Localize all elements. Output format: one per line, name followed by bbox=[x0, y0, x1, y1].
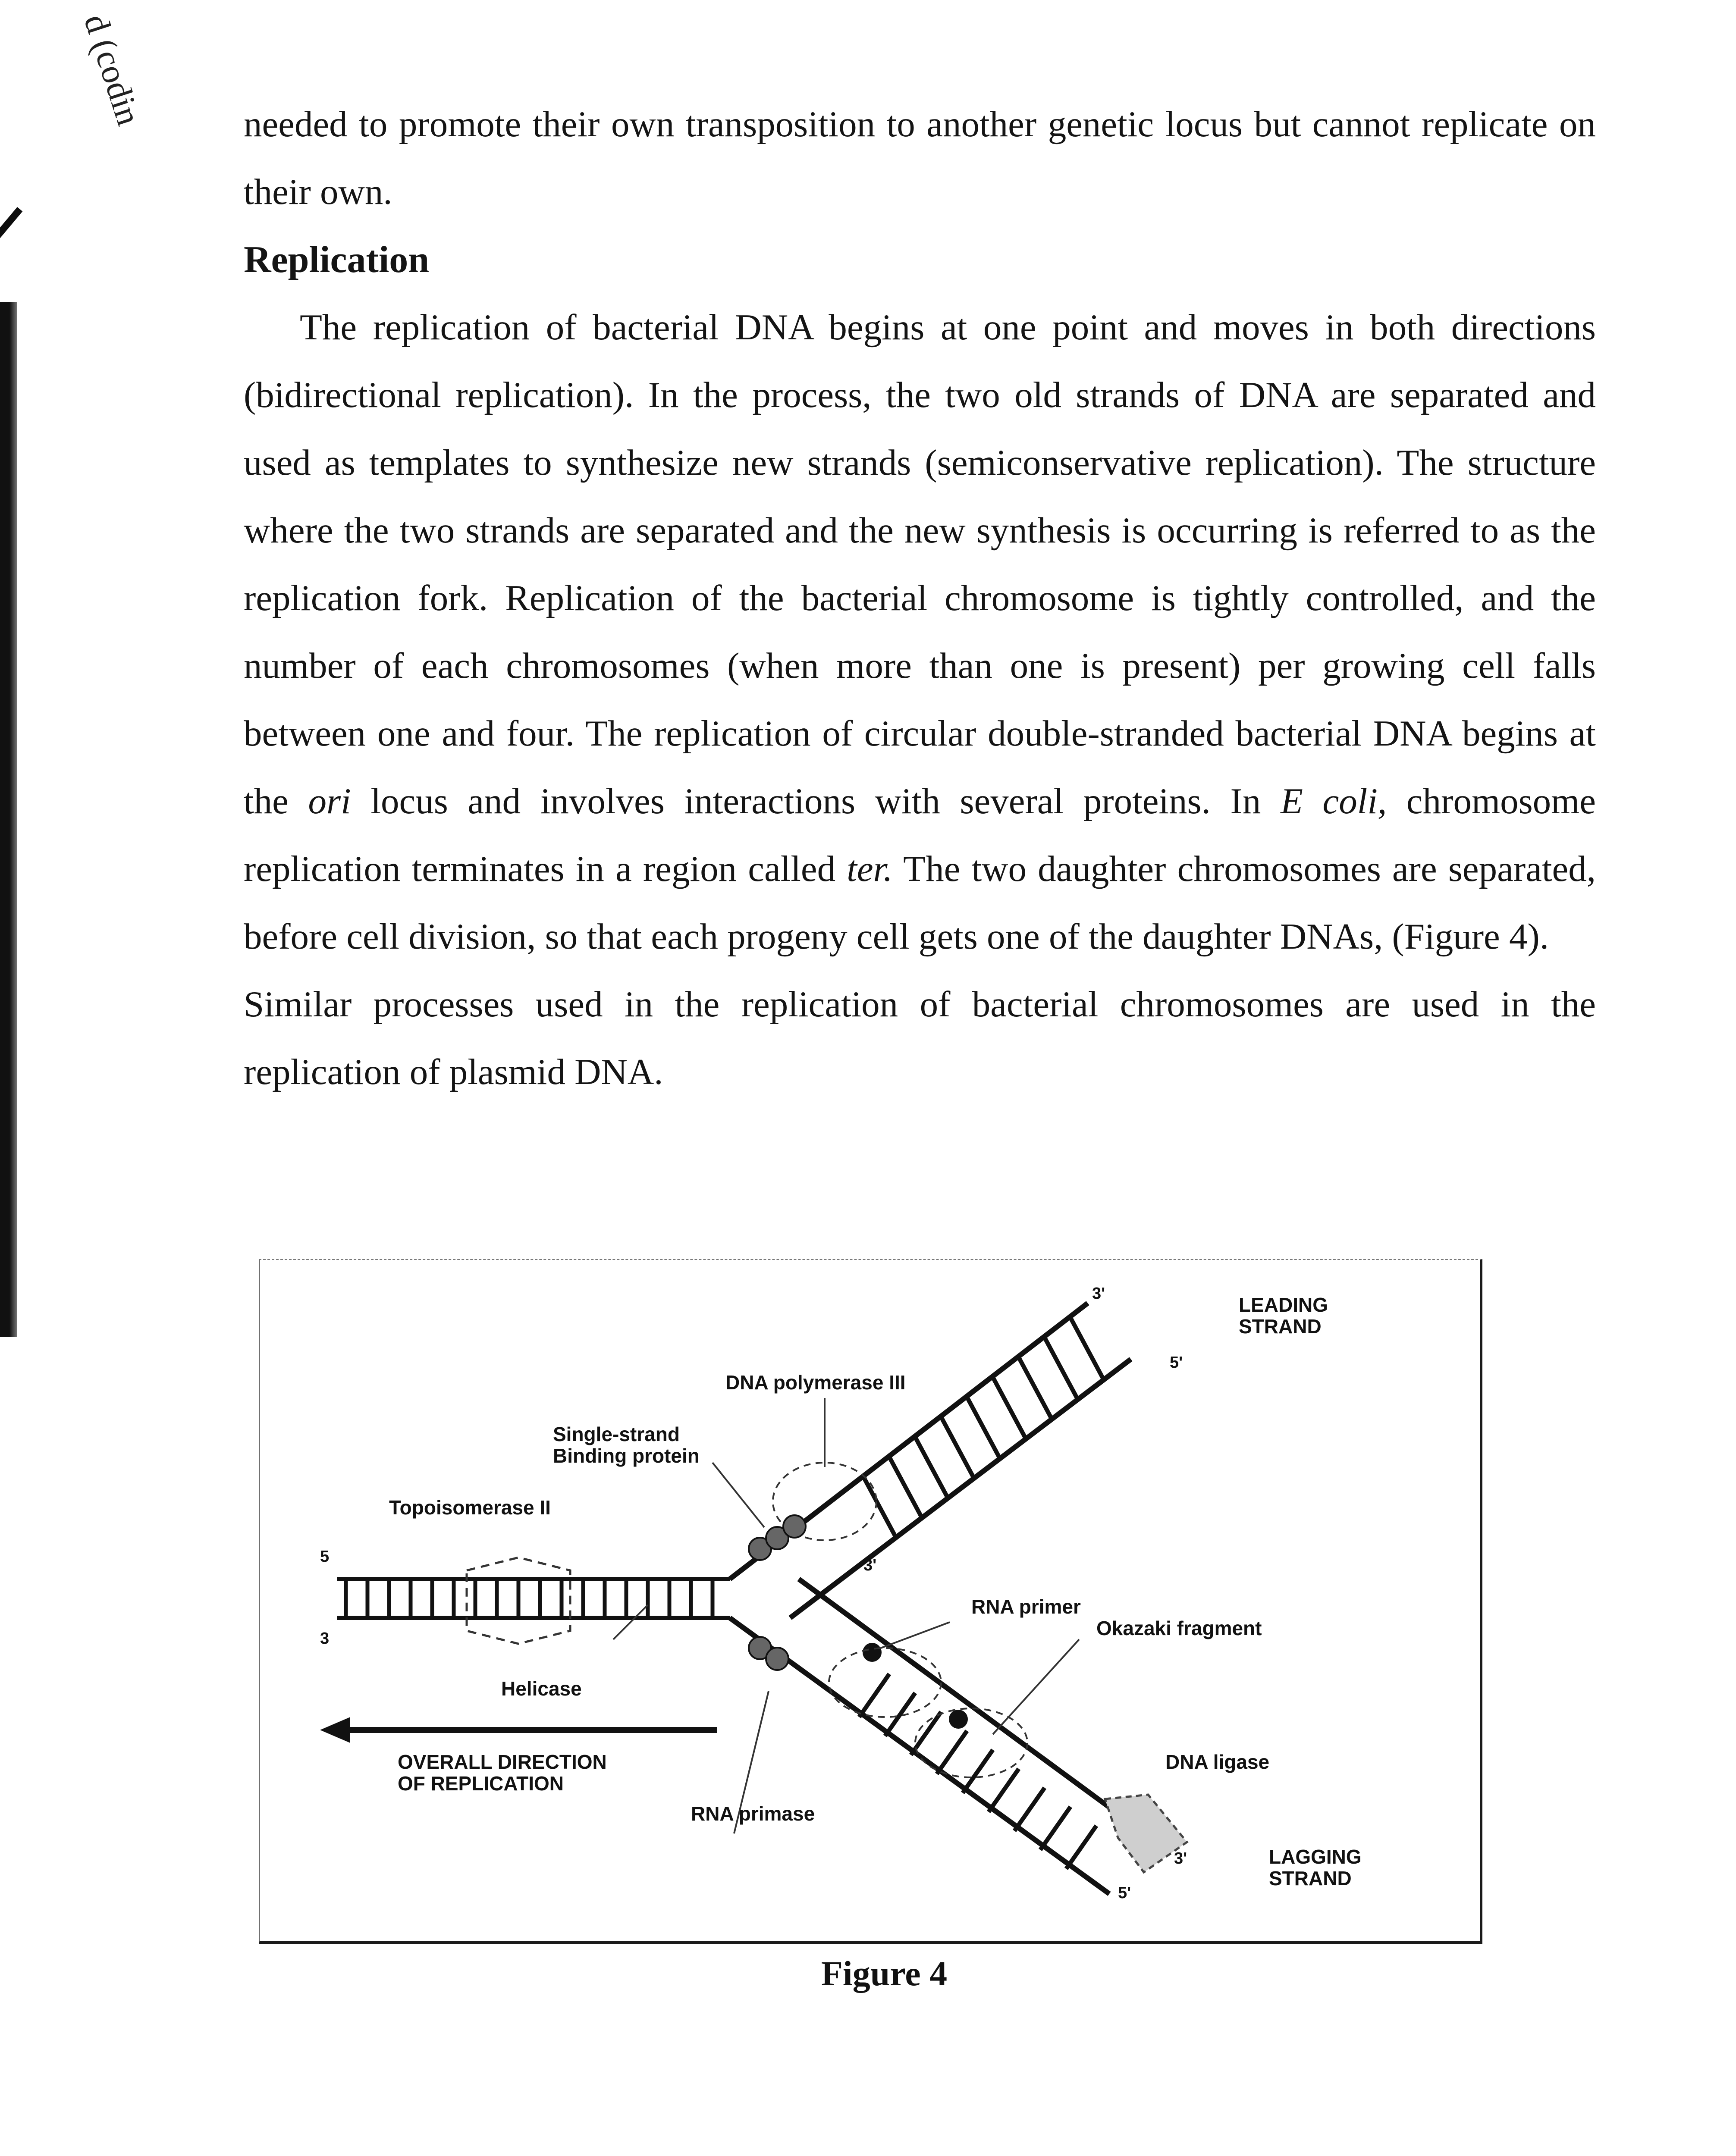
section-heading-replication: Replication bbox=[244, 239, 430, 281]
okazaki-outlines bbox=[829, 1648, 1027, 1777]
body-text bbox=[244, 91, 1596, 1106]
parental-duplex bbox=[337, 1579, 730, 1618]
label-direction-2: OF REPLICATION bbox=[398, 1772, 564, 1795]
label-direction-1: OVERALL DIRECTION bbox=[398, 1751, 607, 1773]
ssb-proteins bbox=[749, 1515, 806, 1670]
label-dna-ligase: DNA ligase bbox=[1165, 1751, 1270, 1773]
label-rna-primase: RNA primase bbox=[691, 1802, 815, 1825]
label-end-5-left: 5 bbox=[320, 1548, 330, 1566]
label-leading-strand-1: LEADING bbox=[1239, 1294, 1328, 1316]
label-end-5-bottom: 5' bbox=[1118, 1884, 1131, 1902]
intro-paragraph: needed to promote their own transposition to another genetic locus but cannot replicate on their own. bbox=[244, 104, 1596, 212]
label-dna-polymerase: DNA polymerase III bbox=[725, 1371, 906, 1394]
replication-text-3: chromosome replication terminates in a region called bbox=[244, 781, 1596, 889]
replication-fork-figure bbox=[259, 1259, 1482, 1944]
ori-term: ori bbox=[308, 781, 351, 821]
label-okazaki-fragment: Okazaki fragment bbox=[1096, 1617, 1262, 1639]
rna-primer-dots bbox=[863, 1643, 968, 1729]
label-helicase: Helicase bbox=[501, 1677, 582, 1700]
lagging-strand-arm bbox=[730, 1579, 1157, 1894]
replication-paragraph bbox=[244, 294, 1596, 971]
replication-fork-diagram bbox=[260, 1260, 1480, 1941]
label-lagging-strand-1: LAGGING bbox=[1269, 1846, 1362, 1868]
label-ssb-2: Binding protein bbox=[553, 1445, 700, 1467]
overall-direction-arrow bbox=[320, 1717, 717, 1743]
label-end-3-top: 3' bbox=[1092, 1285, 1105, 1303]
replication-text-2: locus and involves interactions with several proteins. In bbox=[351, 781, 1281, 821]
label-rna-primer: RNA primer bbox=[971, 1595, 1081, 1618]
binding-edge-shadow bbox=[0, 302, 17, 1337]
label-ssb-1: Single-strand bbox=[553, 1423, 680, 1445]
replication-text-4: The two daughter chromosomes are separated, before cell division, so that each progeny cell gets one of the daughter DNAs, (Figure 4). bbox=[244, 849, 1596, 957]
replication-text-1: The replication of bacterial DNA begins at one point and moves in both directions (bidirectional replication). In the process, the two old strands of DNA are separated and used as templates to synthesize new strands (semiconservative replication). The structure where the two strands are separated and the new synthesis is occurring is referred to as the replication fork. Replication of the bacterial chromosome is tightly controlled, and the number of each chromosomes (when more than one is present) per growing cell falls between one and four. The replication of circular double-stranded bacterial DNA begins at the bbox=[244, 307, 1596, 821]
label-leading-strand-2: STRAND bbox=[1239, 1315, 1322, 1338]
label-end-3-left: 3 bbox=[320, 1630, 330, 1648]
label-lagging-strand-2: STRAND bbox=[1269, 1867, 1352, 1890]
ecoli-term: E coli, bbox=[1280, 781, 1387, 821]
closing-paragraph: Similar processes used in the replication of bacterial chromosomes are used in the replication of plasmid DNA. bbox=[244, 984, 1596, 1092]
label-end-5-top: 5' bbox=[1170, 1354, 1183, 1372]
label-topoisomerase: Topoisomerase II bbox=[389, 1496, 551, 1519]
label-end-3-bottom: 3' bbox=[1174, 1849, 1187, 1868]
figure-caption: Figure 4 bbox=[821, 1954, 948, 1993]
label-end-3-mid: 3' bbox=[863, 1556, 877, 1574]
corner-text-fragment: d (codin bbox=[76, 9, 148, 130]
leading-strand-arm bbox=[730, 1303, 1131, 1618]
ter-term: ter. bbox=[847, 849, 893, 889]
